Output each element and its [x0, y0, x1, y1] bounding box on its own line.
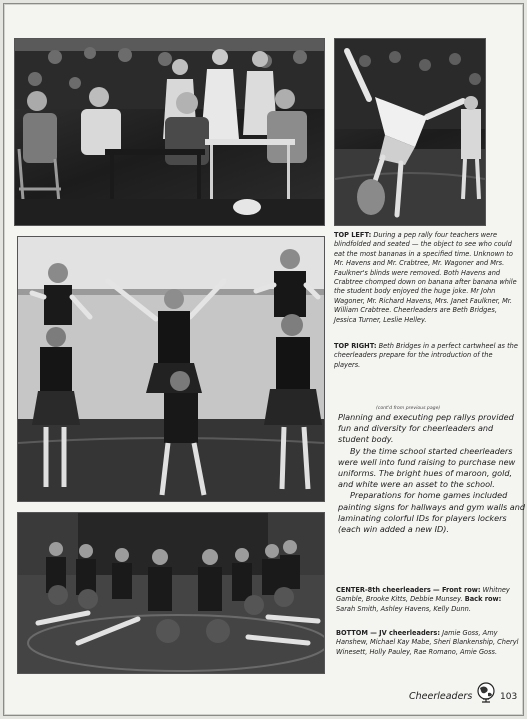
photo-banana-eating-contest — [14, 38, 325, 226]
globe-icon — [475, 681, 497, 703]
yearbook-page — [3, 3, 524, 716]
photo-jv-cheerleaders — [17, 512, 325, 674]
caption-top-left — [334, 231, 520, 325]
caption-bottom — [336, 629, 522, 657]
photo-cartwheel-scene — [335, 39, 485, 225]
photo-center-scene — [18, 237, 324, 501]
caption-top-left-label: TOP LEFT: — [334, 231, 372, 239]
caption-center-text-2: Sarah Smith, Ashley Havens, Kelly Dunn. — [336, 604, 471, 613]
caption-center — [336, 586, 522, 614]
story-paragraph-3: Preparations for home games included painting signs for hallways and gym walls and laminating colorful IDs for players lockers (each win added a new ID). — [338, 490, 525, 535]
caption-top-right-text: Beth Bridges in a perfect cartwheel as the cheerleaders prepare for the introduction of the players. — [334, 342, 518, 369]
section-label: Cheerleaders — [409, 691, 473, 702]
caption-center-label: CENTER-8th cheerleaders — Front row: — [336, 586, 481, 594]
story-paragraph-2: By the time school started cheerleaders were well into fund raising to purchase new uniforms. The bright hues of maroon, gold, and white were an asset to the school. — [338, 445, 516, 490]
photo-banana-scene — [15, 39, 324, 225]
caption-center-text: Whitney Gamble, Brooke Kitts, Debbie Munsey. — [336, 586, 510, 604]
caption-top-left-text: During a pep rally four teachers were blindfolded and seated — the object to see who could eat the most bananas in a specified time. Unknown to Mr. Havens and Mr. Crabtree, Mr. Wagoner and Mrs. Faulkner's blinds were removed. Both Havens and Crabtree chomped down on banana after banana while the student body enjoyed the huge joke. Mr John Wagoner, Mr. Richard Havens, Mrs. Janet Faulkner, Mr. William Crabtree. Cheerleaders are Beth Bridges, Jessica Turner, Leslie Helley. — [334, 231, 517, 324]
photo-cartwheel — [334, 38, 486, 226]
photo-8th-grade-cheerleaders — [17, 236, 325, 502]
continued-note: (cont'd from previous page) — [376, 406, 441, 411]
caption-bottom-label: BOTTOM — JV cheerleaders: — [336, 629, 440, 637]
caption-bottom-text: Jamie Goss, Amy Hanshew, Michael Kay Mabe, Sheri Blankenship, Cheryl Winesett, Holly Pauley, Rae Romano, Amie Goss. — [336, 629, 519, 656]
story-paragraph-1: Planning and executing pep rallys provided fun and diversity for cheerleaders and student body. — [338, 412, 514, 445]
caption-top-right — [334, 342, 520, 370]
photo-bottom-scene — [18, 513, 324, 673]
story-text — [338, 412, 526, 535]
caption-top-right-label: TOP RIGHT: — [334, 342, 377, 350]
page-number: 103 — [500, 692, 518, 702]
caption-center-label-2: Back row: — [464, 595, 502, 604]
